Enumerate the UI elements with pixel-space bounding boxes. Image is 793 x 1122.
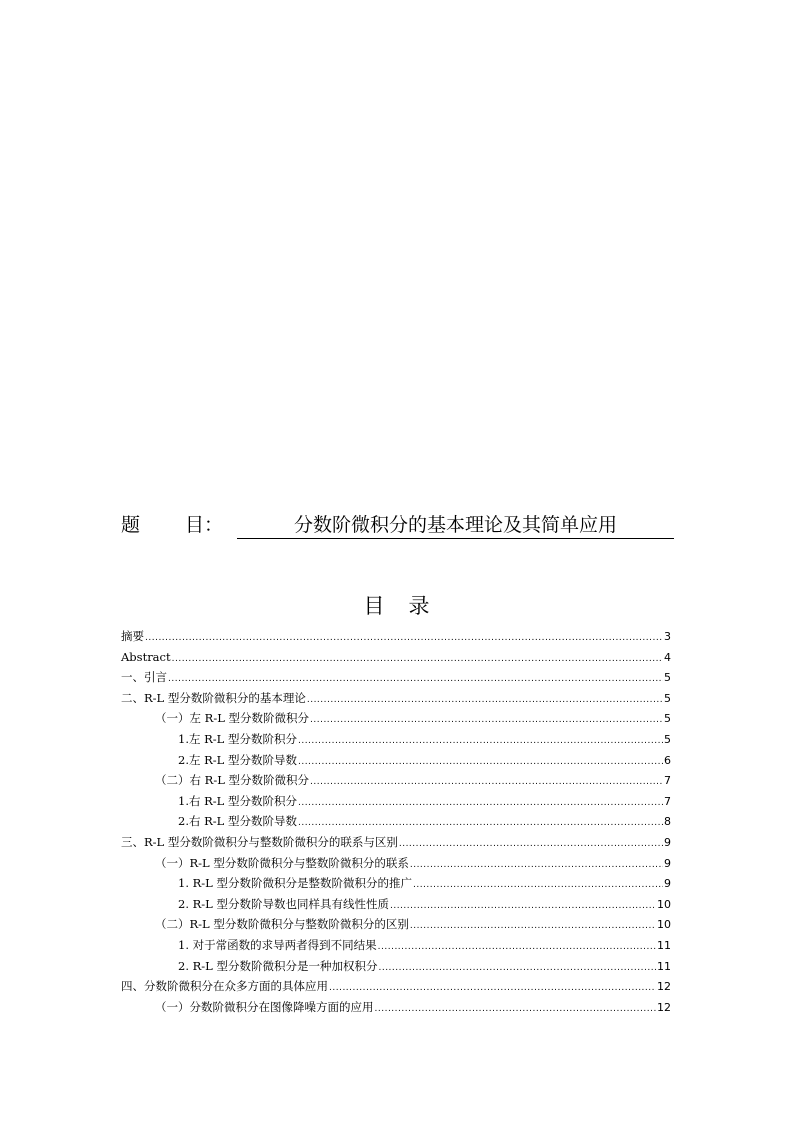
toc-entry[interactable] <box>121 956 671 977</box>
toc-dot-leader <box>410 916 656 937</box>
toc-entry[interactable] <box>121 708 671 729</box>
toc-entry-text: （一）分数阶微积分在图像降噪方面的应用 <box>155 999 374 1014</box>
toc-entry-text: 2.左 R-L 型分数阶导数 <box>178 752 297 767</box>
toc-dot-leader <box>375 999 657 1020</box>
toc-dot-leader <box>172 649 663 670</box>
toc-dot-leader <box>298 813 663 834</box>
toc-dot-leader <box>413 875 663 896</box>
toc-entry-text: （一）R-L 型分数阶微积分与整数阶微积分的联系 <box>155 855 409 870</box>
toc-entry[interactable] <box>121 914 671 935</box>
toc-dot-leader <box>378 937 656 958</box>
toc-entry-text: （一）左 R-L 型分数阶微积分 <box>155 711 309 726</box>
toc-entry-text: 1.左 R-L 型分数阶积分 <box>178 731 297 746</box>
toc-page-number: 4 <box>664 650 671 664</box>
toc-page-number: 11 <box>657 959 671 973</box>
toc-entry-text: 四、分数阶微积分在众多方面的具体应用 <box>121 979 328 994</box>
toc-dot-leader <box>307 690 663 711</box>
toc-entry[interactable] <box>121 997 671 1018</box>
toc-dot-leader <box>298 752 663 773</box>
title-label-part1: 题 <box>121 514 141 536</box>
toc-page-number: 5 <box>664 691 671 705</box>
toc-entry[interactable] <box>121 935 671 956</box>
toc-entry-text: 1. 对于常函数的求导两者得到不同结果 <box>178 937 377 952</box>
toc-entry-text: 2. R-L 型分数阶微积分是一种加权积分 <box>178 958 378 973</box>
toc-page-number: 7 <box>664 774 671 788</box>
toc-entry[interactable] <box>121 688 671 709</box>
toc-entry-text: 1. R-L 型分数阶微积分是整数阶微积分的推广 <box>178 876 412 891</box>
toc-entry[interactable] <box>121 873 671 894</box>
toc-entry-text: 一、引言 <box>121 670 167 685</box>
toc-entry-text: 二、R-L 型分数阶微积分的基本理论 <box>121 690 306 705</box>
toc-dot-leader <box>298 731 663 752</box>
toc-page-number: 9 <box>664 877 671 891</box>
toc-entry[interactable] <box>121 626 671 647</box>
toc-page-number: 10 <box>657 897 671 911</box>
toc-page-number: 10 <box>657 918 671 932</box>
toc-entry[interactable] <box>121 667 671 688</box>
toc-entry-text: 2.右 R-L 型分数阶导数 <box>178 814 297 829</box>
toc-entry[interactable] <box>121 853 671 874</box>
toc-page-number: 11 <box>657 938 671 952</box>
toc-entry-text: 三、R-L 型分数阶微积分与整数阶微积分的联系与区别 <box>121 834 398 849</box>
toc-dot-leader <box>145 628 663 649</box>
toc-entry-text: 摘要 <box>121 629 144 643</box>
toc-heading: 目录 <box>363 594 454 618</box>
toc-entry[interactable] <box>121 791 671 812</box>
toc-entry[interactable] <box>121 811 671 832</box>
toc-entry[interactable] <box>121 894 671 915</box>
toc-page-number: 9 <box>664 856 671 870</box>
toc-page-number: 5 <box>664 732 671 746</box>
toc-entry[interactable] <box>121 750 671 771</box>
title-label-part2: 目： <box>185 514 224 536</box>
thesis-title: 分数阶微积分的基本理论及其简单应用 <box>237 512 674 539</box>
toc-dot-leader <box>168 669 663 690</box>
toc-dot-leader <box>378 958 656 979</box>
toc-entry[interactable] <box>121 729 671 750</box>
toc-dot-leader <box>298 793 663 814</box>
toc-entry[interactable] <box>121 976 671 997</box>
toc-entry[interactable] <box>121 770 671 791</box>
toc-page-number: 8 <box>664 815 671 829</box>
toc-entry-text: 2. R-L 型分数阶导数也同样具有线性性质 <box>178 896 389 911</box>
toc-entry-text: Abstract <box>121 649 171 664</box>
table-of-contents <box>121 626 671 1017</box>
toc-dot-leader <box>329 978 656 999</box>
title-row <box>121 512 674 538</box>
toc-entry-text: 1.右 R-L 型分数阶积分 <box>178 793 297 808</box>
toc-entry[interactable] <box>121 832 671 853</box>
toc-page-number: 5 <box>664 671 671 685</box>
toc-page-number: 7 <box>664 794 671 808</box>
toc-entry[interactable] <box>121 647 671 668</box>
toc-page-number: 5 <box>664 712 671 726</box>
toc-dot-leader <box>399 834 663 855</box>
toc-dot-leader <box>310 772 663 793</box>
toc-page-number: 12 <box>657 980 671 994</box>
toc-page-number: 12 <box>657 1000 671 1014</box>
toc-page-number: 6 <box>664 753 671 767</box>
toc-dot-leader <box>310 710 663 731</box>
toc-dot-leader <box>390 896 656 917</box>
toc-page-number: 3 <box>664 630 671 643</box>
toc-page-number: 9 <box>664 835 671 849</box>
toc-entry-text: （二）右 R-L 型分数阶微积分 <box>155 773 309 788</box>
toc-entry-text: （二）R-L 型分数阶微积分与整数阶微积分的区别 <box>155 917 409 932</box>
toc-dot-leader <box>410 855 663 876</box>
